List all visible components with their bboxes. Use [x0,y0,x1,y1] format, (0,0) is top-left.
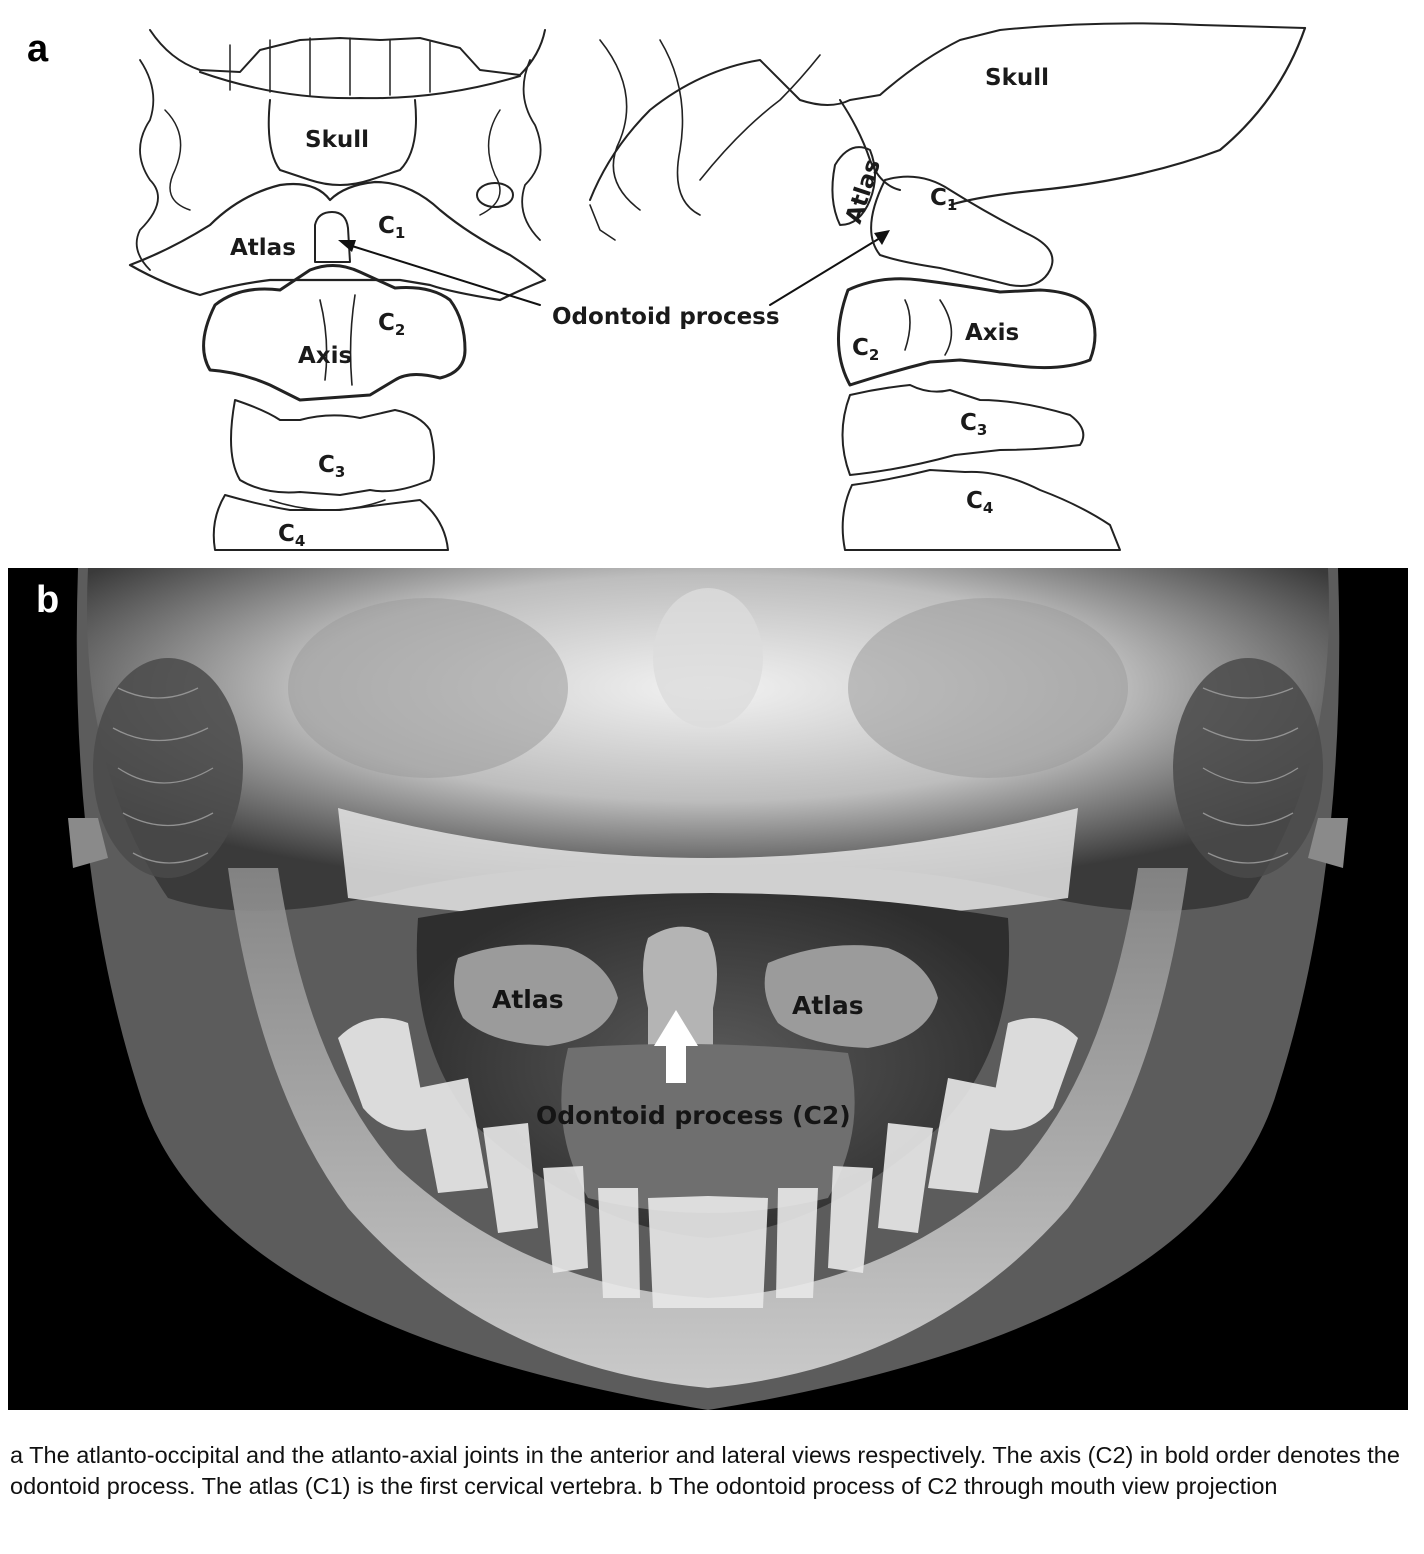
label-c3-anterior: $C_3$ [318,452,346,481]
panel-b-xray [8,568,1408,1410]
label-c1-lateral: $C_1$ [930,185,958,214]
label-atlas-anterior: Atlas [230,235,296,261]
label-atlas-right: Atlas [792,991,864,1020]
label-c3-lateral: $C_3$ [960,410,988,439]
lateral-view-drawing [590,23,1305,550]
label-odontoid-c2: Odontoid process (C2) [536,1101,851,1130]
arrowhead-anterior [338,240,356,252]
label-axis-anterior: Axis [298,343,353,369]
label-c1-anterior: $C_1$ [378,213,406,242]
label-skull-anterior: Skull [305,127,370,153]
label-c4-anterior: $C_4$ [278,521,306,550]
label-axis-lateral: Axis [965,320,1020,346]
label-c2-lateral: $C_2$ [852,335,880,364]
odontoid-pointer-arrows [352,238,880,305]
panel-a-letter: a [27,28,49,70]
label-skull-lateral: Skull [985,65,1050,91]
label-c2-anterior: $C_2$ [378,310,406,339]
panel-a-anatomical-drawings [0,0,1424,560]
label-atlas-lateral: Atlas [840,156,887,227]
cervical-spine-drawings [0,0,1424,560]
label-atlas-left: Atlas [492,985,564,1014]
arrowhead-lateral [874,230,890,245]
label-c4-lateral: $C_4$ [966,488,994,517]
open-mouth-xray-image [8,568,1408,1410]
panel-b-letter: b [36,579,60,621]
label-odontoid-process: Odontoid process [552,304,780,330]
figure-caption: a The atlanto-occipital and the atlanto-axial joints in the anterior and lateral views respectively. The axis (C2) in bold order denotes the odontoid process. The atlas (C1) is the first cervical vertebra. b The odontoid process of C2 through mouth view projection [10,1442,1400,1499]
